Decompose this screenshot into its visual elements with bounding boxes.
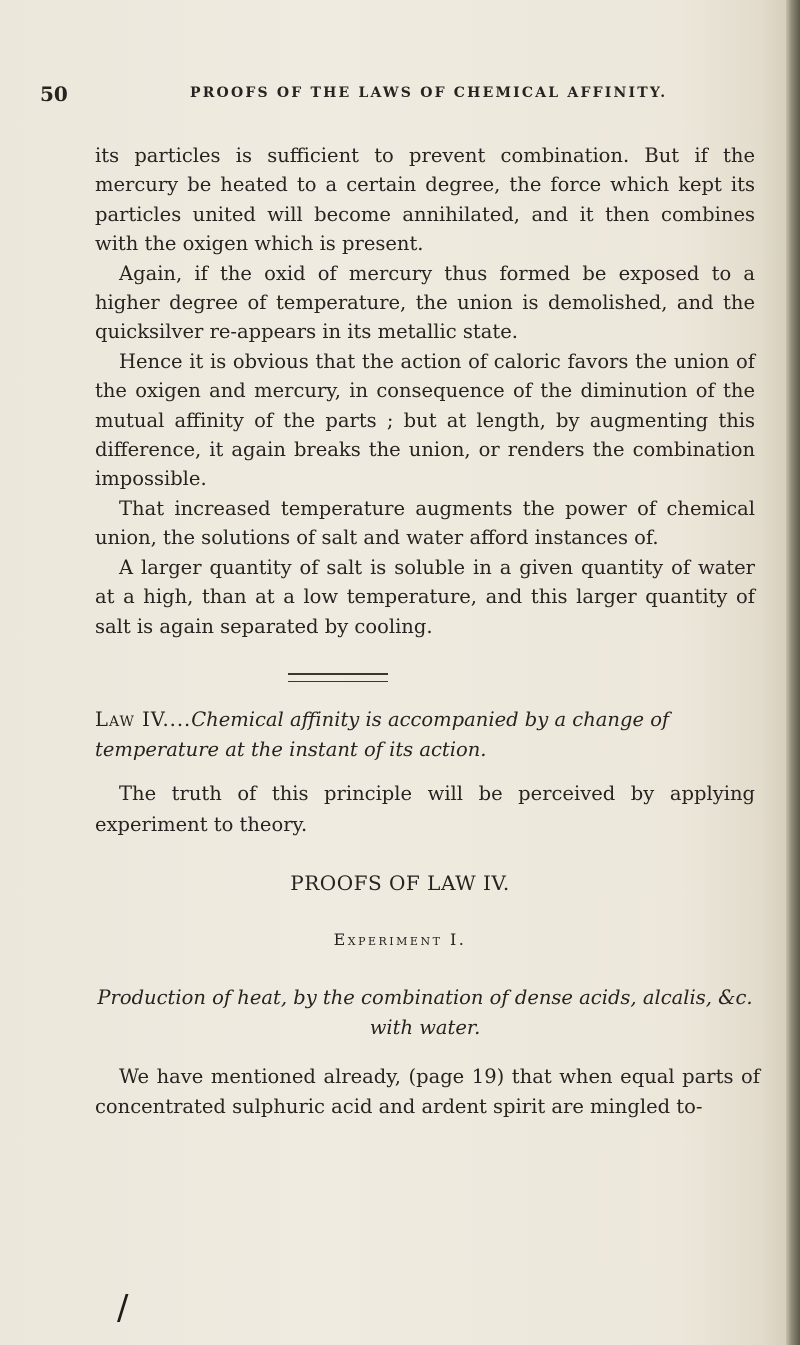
experiment-heading: Experiment I.: [333, 930, 467, 949]
law-statement: [95, 705, 755, 765]
paragraph-oxid: Again, if the oxid of mercury thus formed be exposed to a higher degree of temperature, the union is demolished, and the quicksilver re-appears in its metallic state.: [95, 261, 755, 344]
running-head-title: PROOFS OF THE LAWS OF CHEMICAL AFFINITY.: [190, 85, 668, 101]
section-divider: [288, 673, 388, 682]
body-paragraphs: [95, 141, 755, 641]
page-edge: [786, 0, 800, 1345]
law-text: Chemical affinity is accompanied by a change of temperature at the instant of its action.: [95, 708, 670, 761]
section-heading: PROOFS OF LAW IV.: [290, 871, 510, 895]
paragraph-continuation: its particles is sufficient to prevent combination. But if the mercury be heated to a certain degree, the force which kept its particles united will become annihilated, and it then combines with the oxigen which is present.: [95, 144, 755, 256]
paragraph-caloric: Hence it is obvious that the action of caloric favors the union of the oxigen and mercury, in consequence of the diminution of the mutual affinity of the parts ; but at length, by augmenting this difference, it again breaks the union, or renders the combination impossible.: [95, 349, 755, 491]
page-number: 50: [40, 82, 68, 106]
paragraph-salt: A larger quantity of salt is soluble in a given quantity of water at a high, than at a low temperature, and this larger quantity of salt is again separated by cooling.: [95, 555, 755, 638]
law-label: Law IV....: [95, 708, 192, 731]
running-head: [40, 82, 700, 106]
principle-paragraph: The truth of this principle will be perceived by applying experiment to theory.: [95, 782, 755, 836]
margin-pencil-mark: /: [117, 1288, 129, 1328]
paragraph-temperature: That increased temperature augments the power of chemical union, the solutions of salt and water afford instances of.: [95, 496, 755, 550]
closing-paragraph: We have mentioned already, (page 19) that when equal parts of concentrated sulphuric acid and ardent spirit are mingled to-: [95, 1065, 760, 1118]
experiment-title: Production of heat, by the combination of dense acids, alcalis, &c. with water.: [97, 986, 753, 1039]
